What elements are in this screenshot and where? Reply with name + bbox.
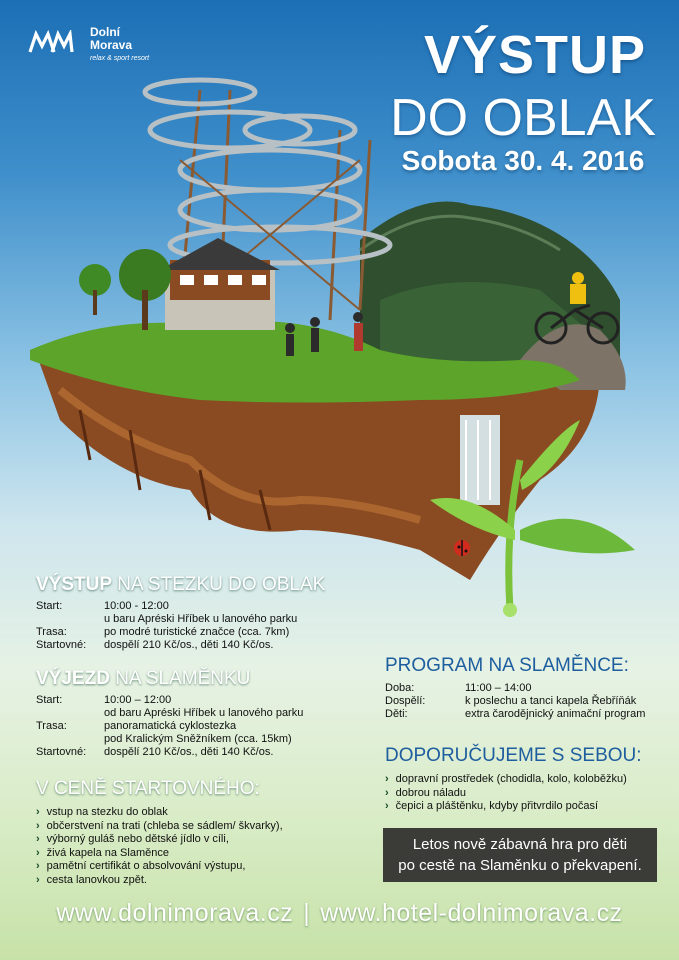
info-row: Start: 10:00 – 12:00 od baru Apréski Hříbek u lanového parku xyxy=(36,694,304,719)
section-vyjezd-title-rest: NA SLAMĚNKU xyxy=(109,668,251,689)
info-row: Trasa: panoramatická cyklostezka pod Kralickým Sněžníkem (cca. 15km) xyxy=(36,720,292,745)
section-vyjezd-title xyxy=(36,668,366,690)
info-row: Dospělí: k poslechu a tanci kapela Řebříňák xyxy=(385,695,637,707)
banner-line1: Letos nově zábavná hra pro děti xyxy=(412,836,628,853)
game-banner xyxy=(383,828,657,882)
headline-title: VÝSTUP xyxy=(423,25,647,85)
list-item: › občerstvení na trati (chleba se sádlem/ škvarky), xyxy=(36,820,366,834)
footer-separator: | xyxy=(303,899,311,927)
footer-links xyxy=(0,898,679,928)
info-row: Start: 10:00 - 12:00 u baru Apréski Hříbek u lanového parku xyxy=(36,600,298,625)
section-vystup-title-bold: VÝSTUP xyxy=(36,574,113,595)
list-item: › čepici a pláštěnku, kdyby přitvrdilo počasí xyxy=(385,800,670,814)
section-included-title: V CENĚ STARTOVNÉHO: xyxy=(36,778,260,799)
section-recommend-title: DOPORUČUJEME S SEBOU: xyxy=(385,745,642,766)
info-row: Trasa: po modré turistické značce (cca. 7km) xyxy=(36,626,290,638)
section-vystup xyxy=(36,574,366,652)
section-vyjezd-title-bold: VÝJEZD xyxy=(36,668,110,689)
headline-subtitle: DO OBLAK xyxy=(390,89,656,147)
dolni-morava-logo-icon xyxy=(28,30,74,54)
list-item: › pamětní certifikát o absolvování výstupu, xyxy=(36,860,366,874)
list-item: › vstup na stezku do oblak xyxy=(36,806,366,820)
floating-island-illustration xyxy=(0,60,679,620)
ladybug-icon xyxy=(454,540,470,556)
logo-tagline: relax & sport resort xyxy=(90,55,150,62)
banner-line2: po cestě na Slaměnku o překvapení. xyxy=(398,857,642,874)
list-item: › výborný guláš nebo dětské jídlo v cíli, xyxy=(36,833,366,847)
section-vystup-title-rest: NA STEZKU DO OBLAK xyxy=(112,574,326,595)
section-vystup-title xyxy=(36,574,366,596)
info-row: Startovné: dospělí 210 Kč/os., děti 140 Kč/os. xyxy=(36,746,274,758)
section-recommend xyxy=(385,745,670,814)
event-date: Sobota 30. 4. 2016 xyxy=(401,145,645,176)
section-program xyxy=(385,655,665,721)
logo-name xyxy=(90,26,180,52)
section-vyjezd xyxy=(36,668,366,759)
logo-name-line2: Morava xyxy=(90,38,133,52)
website-link-dolnimorava[interactable]: www.dolnimorava.cz xyxy=(56,899,294,927)
website-link-hotel[interactable]: www.hotel-dolnimorava.cz xyxy=(320,899,623,927)
list-item: › dobrou náladu xyxy=(385,787,670,801)
list-item: › cesta lanovkou zpět. xyxy=(36,874,366,888)
section-program-title: PROGRAM NA SLAMĚNCE: xyxy=(385,655,629,676)
section-included xyxy=(36,778,366,887)
list-item: › živá kapela na Slaměnce xyxy=(36,847,366,861)
info-row: Děti: extra čarodějnický animační program xyxy=(385,708,646,720)
logo-name-line1: Dolní xyxy=(90,25,120,39)
info-row: Doba: 11:00 – 14:00 xyxy=(385,682,532,694)
list-item: › dopravní prostředek (chodidla, kolo, koloběžku) xyxy=(385,773,670,787)
info-row: Startovné: dospělí 210 Kč/os., děti 140 Kč/os. xyxy=(36,639,274,651)
